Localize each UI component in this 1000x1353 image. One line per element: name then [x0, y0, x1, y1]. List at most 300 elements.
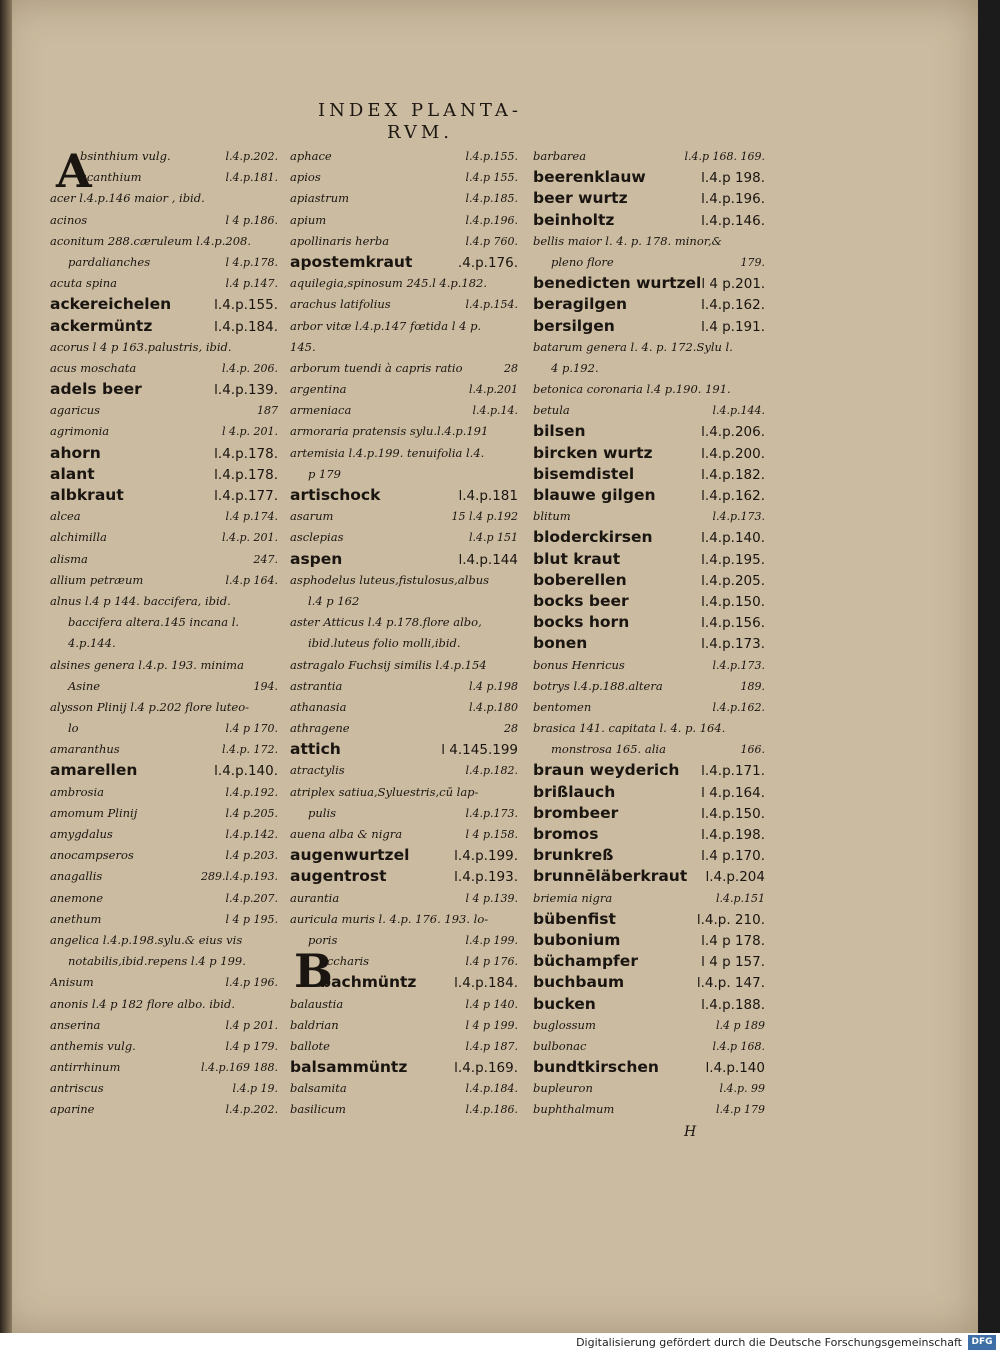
- index-entry: [533, 273, 765, 294]
- entry-term: batarum genera l. 4. p. 172.Sylu l.: [533, 339, 733, 354]
- entry-term: arbor vitæ l.4.p.147 fœtida l 4 p.: [290, 318, 482, 333]
- entry-term: bromos: [533, 825, 599, 843]
- title-line-1: INDEX PLANTA-: [318, 100, 522, 121]
- entry-term: artemisia l.4.p.199. tenuifolia l.4.: [290, 445, 485, 460]
- index-entry: [50, 294, 278, 315]
- page-spine: [0, 0, 12, 1333]
- index-entry: [290, 358, 518, 379]
- entry-term: anocampseros: [50, 848, 134, 863]
- entry-term: bubonium: [533, 930, 621, 949]
- entry-reference: l 4.p.178.: [225, 255, 278, 269]
- entry-reference: 189.: [740, 679, 765, 693]
- entry-term: anemone: [50, 890, 104, 905]
- index-entry: [290, 1015, 518, 1036]
- index-entry: [290, 506, 518, 527]
- index-entry: [290, 888, 518, 909]
- entry-term: pleno flore: [551, 254, 614, 269]
- index-column-1: [50, 146, 278, 1121]
- index-entry: [50, 930, 278, 951]
- index-entry: [533, 866, 765, 887]
- index-entry: [290, 866, 518, 887]
- index-entry: [50, 1099, 278, 1120]
- entry-reference: l.4.p.156.: [701, 615, 765, 632]
- index-entry: [290, 421, 518, 442]
- index-entry: [533, 888, 765, 909]
- entry-term: agrimonia: [50, 424, 110, 439]
- entry-reference: l.4.p.178.: [214, 466, 278, 483]
- index-entry: [50, 697, 278, 718]
- entry-term: asclepias: [290, 530, 344, 545]
- entry-term: anserina: [50, 1017, 101, 1032]
- entry-term: alnus l.4 p 144. baccifera, ibid.: [50, 593, 231, 608]
- entry-term: beerenklauw: [533, 168, 646, 187]
- entry-term: ackereichelen: [50, 295, 172, 314]
- index-entry: [533, 231, 765, 252]
- index-entry: [290, 400, 518, 421]
- index-entry: [290, 294, 518, 315]
- entry-reference: l.4.p.140.: [214, 763, 278, 780]
- entry-reference: 179.: [740, 255, 765, 269]
- index-entry: [290, 1078, 518, 1099]
- index-entry: [290, 273, 518, 294]
- entry-reference: l.4.p 199.: [465, 933, 518, 947]
- entry-reference: l.4.p 168. 169.: [684, 150, 765, 163]
- entry-reference: l.4.p. 147.: [696, 975, 765, 992]
- entry-term: amomum Plinij: [50, 805, 138, 820]
- entry-reference: l.4.p.181.: [225, 171, 278, 185]
- entry-term: augentrost: [290, 867, 387, 886]
- entry-term: acanthium: [80, 170, 142, 185]
- entry-term: bilsen: [533, 422, 586, 441]
- index-entry: [290, 231, 518, 252]
- entry-term: blitum: [533, 509, 571, 524]
- entry-term: betula: [533, 403, 570, 418]
- index-entry: [533, 1057, 765, 1078]
- index-entry: [533, 337, 765, 358]
- index-entry: [50, 655, 278, 676]
- entry-reference: l 4 p 195.: [225, 912, 278, 926]
- entry-term: buchbaum: [533, 973, 625, 992]
- entry-term: amygdalus: [50, 827, 113, 841]
- entry-reference: l.4.p.186.: [465, 1103, 518, 1117]
- entry-term: pardalianches: [68, 254, 151, 269]
- entry-reference: l.4.p.205.: [701, 572, 765, 589]
- entry-reference: 194.: [253, 679, 278, 693]
- dfg-logo: DFG: [968, 1335, 996, 1350]
- index-entry: [50, 760, 278, 781]
- entry-term: athanasia: [290, 699, 347, 714]
- entry-reference: l.4.p.193.: [454, 869, 518, 886]
- index-entry: [50, 167, 278, 188]
- entry-term: bulbonac: [533, 1038, 587, 1053]
- entry-term: ackermüntz: [50, 316, 153, 335]
- entry-reference: l.4.p.151: [715, 891, 765, 905]
- index-entry: [290, 930, 518, 951]
- entry-reference: l.4.p. 99: [719, 1082, 765, 1096]
- entry-term: amarellen: [50, 761, 138, 780]
- index-entry: [50, 824, 278, 845]
- entry-reference: l.4 p.174.: [225, 510, 278, 524]
- entry-term: alsines genera l.4.p. 193. minima: [50, 657, 244, 672]
- entry-term: 145.: [290, 339, 316, 354]
- entry-reference: l 4 p.186.: [225, 213, 278, 227]
- entry-reference: l.4.p.206.: [701, 424, 765, 441]
- entry-reference: l.4 p.147.: [225, 277, 278, 291]
- index-entry: [533, 167, 765, 188]
- entry-term: 4.p.144.: [68, 636, 116, 651]
- entry-term: asarum: [290, 509, 334, 524]
- index-entry: [533, 803, 765, 824]
- entry-reference: l.4 p 176.: [465, 955, 518, 969]
- entry-reference: l.4 p.191.: [701, 318, 765, 335]
- index-entry: [533, 252, 765, 273]
- index-entry: [533, 549, 765, 570]
- entry-term: anonis l.4 p 182 flore albo. ibid.: [50, 996, 235, 1011]
- entry-reference: l.4.p 198.: [701, 170, 765, 187]
- entry-reference: l.4.p.185.: [465, 192, 518, 206]
- entry-term: brunnēläberkraut: [533, 867, 688, 886]
- entry-term: astrantia: [290, 678, 343, 693]
- entry-reference: 289.l.4.p.193.: [200, 870, 278, 884]
- index-entry: [290, 570, 518, 591]
- entry-reference: l 4 p.139.: [465, 891, 518, 905]
- index-entry: [290, 146, 518, 167]
- entry-reference: 166.: [740, 743, 765, 757]
- entry-term: brißlauch: [533, 782, 616, 801]
- entry-term: asphodelus luteus,fistulosus,albus: [290, 572, 490, 587]
- index-entry: [290, 612, 518, 633]
- index-entry: [533, 358, 765, 379]
- index-entry: [290, 994, 518, 1015]
- index-entry: [533, 210, 765, 231]
- entry-term: adels beer: [50, 380, 142, 399]
- entry-reference: l.4.p.195.: [701, 551, 765, 568]
- index-entry: [50, 316, 278, 337]
- entry-term: Anisum: [50, 975, 94, 990]
- entry-term: allium petræum: [50, 572, 144, 587]
- entry-reference: l.4 p.203.: [225, 849, 278, 863]
- entry-reference: l 4 p.201.: [701, 276, 765, 293]
- entry-term: balsamita: [290, 1081, 347, 1096]
- entry-reference: l.4.p. 201.: [221, 531, 278, 545]
- entry-term: aphace: [290, 149, 332, 163]
- entry-term: brunkreß: [533, 846, 614, 865]
- entry-reference: l.4.p.182.: [701, 466, 765, 483]
- index-entry: [533, 972, 765, 993]
- index-entry: [533, 570, 765, 591]
- entry-reference: l.4.p.177.: [214, 488, 278, 504]
- index-entry: [290, 824, 518, 845]
- entry-reference: l.4.p.146.: [701, 212, 765, 229]
- entry-reference: l.4.p.196.: [701, 191, 765, 208]
- index-entry: [290, 188, 518, 209]
- entry-reference: l.4.p.184.: [465, 1082, 518, 1096]
- entry-reference: l.4.p.188.: [701, 996, 765, 1013]
- entry-term: armeniaca: [290, 403, 352, 418]
- index-entry: [533, 676, 765, 697]
- entry-reference: l.4.p.171.: [701, 763, 765, 780]
- entry-reference: l.4.p 164.: [225, 573, 278, 587]
- index-entry: [290, 591, 518, 612]
- entry-reference: l.4.p.150.: [701, 593, 765, 610]
- index-entry: [50, 718, 278, 739]
- index-entry: [290, 549, 518, 570]
- index-entry: [290, 782, 518, 803]
- entry-reference: 28: [504, 722, 518, 736]
- index-entry: [50, 570, 278, 591]
- entry-term: athragene: [290, 721, 350, 736]
- entry-reference: l.4.p.202.: [225, 1103, 278, 1117]
- entry-reference: l 4.p.164.: [701, 784, 765, 801]
- entry-reference: l.4.p. 172.: [221, 743, 278, 757]
- index-entry: [533, 951, 765, 972]
- index-entry: [533, 697, 765, 718]
- entry-reference: l.4.p.162.: [712, 700, 765, 714]
- index-entry: [50, 231, 278, 252]
- entry-term: buglossum: [533, 1017, 596, 1032]
- entry-term: antirrhinum: [50, 1060, 121, 1075]
- entry-term: 4 p.192.: [551, 360, 599, 375]
- entry-term: accharis: [320, 954, 370, 969]
- entry-term: armoraria pratensis sylu.l.4.p.191: [290, 424, 489, 439]
- index-entry: [290, 1057, 518, 1078]
- entry-reference: l.4 p 179.: [225, 1039, 278, 1053]
- entry-term: auricula muris l. 4.p. 176. 193. lo-: [290, 911, 489, 926]
- index-entry: [50, 866, 278, 887]
- entry-term: boberellen: [533, 570, 627, 589]
- index-entry: [50, 633, 278, 654]
- entry-reference: l.4.p.173.: [465, 806, 518, 820]
- index-entry: [50, 188, 278, 209]
- entry-term: ballote: [290, 1038, 330, 1053]
- entry-reference: l.4 p.198: [468, 679, 518, 693]
- entry-term: poris: [308, 932, 338, 947]
- entry-reference: l 4 p 199.: [465, 1018, 518, 1032]
- entry-reference: l.4.p.169.: [454, 1060, 518, 1077]
- entry-reference: l.4.p.200.: [701, 445, 765, 462]
- index-entry: [50, 421, 278, 442]
- index-entry: [50, 888, 278, 909]
- index-entry: [533, 527, 765, 548]
- index-entry: [290, 633, 518, 654]
- entry-term: aquilegia,spinosum 245.l 4.p.182.: [290, 276, 488, 291]
- entry-reference: l.4.p.202.: [225, 150, 278, 163]
- entry-term: bübenfist: [533, 909, 616, 928]
- entry-reference: l.4 p 170.: [225, 722, 278, 736]
- entry-term: baccifera altera.145 incana l.: [68, 615, 240, 630]
- entry-reference: l.4.p.144: [458, 551, 518, 568]
- entry-term: aparine: [50, 1102, 95, 1117]
- entry-term: albkraut: [50, 486, 124, 504]
- entry-reference: l.4.p 179: [715, 1103, 765, 1117]
- entry-term: buphthalmum: [533, 1102, 615, 1117]
- entry-term: l.4 p 162: [308, 593, 360, 608]
- index-entry: [50, 782, 278, 803]
- entry-term: basilicum: [290, 1102, 346, 1117]
- index-entry: [533, 591, 765, 612]
- index-entry: [50, 739, 278, 760]
- entry-term: beragilgen: [533, 295, 628, 314]
- entry-term: argentina: [290, 382, 347, 397]
- entry-reference: 15 l.4 p.192: [451, 510, 518, 524]
- index-entry: [290, 443, 518, 464]
- entry-term: ahorn: [50, 443, 101, 462]
- entry-term: angelica l.4.p.198.sylu.& eius vis: [50, 932, 243, 947]
- index-entry: [50, 612, 278, 633]
- entry-reference: l.4.p.184.: [214, 318, 278, 335]
- index-entry: [533, 146, 765, 167]
- entry-term: brombeer: [533, 803, 619, 822]
- entry-term: attich: [290, 740, 341, 759]
- entry-term: ibid.luteus folio molli,ibid.: [308, 636, 461, 651]
- entry-reference: l.4.p.155.: [465, 150, 518, 163]
- entry-reference: l.4.p.140: [705, 1060, 765, 1077]
- entry-term: anethum: [50, 911, 102, 926]
- entry-term: balsammüntz: [290, 1058, 408, 1077]
- entry-term: bellis maior l. 4. p. 178. minor,&: [533, 233, 722, 248]
- entry-reference: l.4.p.207.: [225, 891, 278, 905]
- index-entry: [50, 1015, 278, 1036]
- index-entry: [290, 972, 518, 993]
- index-entry: [533, 994, 765, 1015]
- entry-term: bloderckirsen: [533, 528, 653, 547]
- entry-term: bundtkirschen: [533, 1058, 659, 1077]
- entry-term: bucken: [533, 994, 596, 1013]
- entry-reference: l.4.p.201: [468, 383, 518, 397]
- index-entry: [533, 760, 765, 781]
- entry-term: agaricus: [50, 403, 100, 418]
- entry-term: atractylis: [290, 763, 345, 778]
- entry-reference: .4.p.176.: [457, 254, 518, 271]
- entry-term: ambrosia: [50, 784, 104, 799]
- index-entry: [533, 464, 765, 485]
- index-entry: [50, 146, 278, 167]
- entry-term: artischock: [290, 486, 381, 504]
- entry-reference: l 4.p. 201.: [221, 425, 278, 439]
- entry-term: blut kraut: [533, 549, 621, 568]
- entry-term: aconitum 288.cæruleum l.4.p.208.: [50, 233, 252, 248]
- entry-term: atriplex satiua,Syluestris,cū lap-: [290, 784, 479, 799]
- index-entry: [533, 379, 765, 400]
- entry-term: aster Atticus l.4 p.178.flore albo,: [290, 615, 482, 630]
- index-entry: [290, 485, 518, 506]
- entry-reference: l.4.p 151: [468, 531, 518, 545]
- entry-reference: 187: [257, 404, 278, 418]
- entry-reference: l.4 p 140.: [465, 997, 518, 1011]
- entry-reference: l 4 p.158.: [465, 828, 518, 841]
- index-entry: [290, 316, 518, 337]
- entry-term: alcea: [50, 509, 81, 524]
- entry-term: balaustia: [290, 996, 344, 1011]
- entry-term: baldrian: [290, 1017, 339, 1032]
- entry-term: notabilis,ibid.repens l.4 p 199.: [68, 954, 246, 969]
- entry-reference: l.4.p.184.: [454, 975, 518, 992]
- entry-reference: 247.: [253, 552, 278, 566]
- index-entry: [290, 252, 518, 273]
- index-entry: [533, 782, 765, 803]
- entry-reference: l.4.p. 206.: [221, 361, 278, 375]
- index-entry: [50, 549, 278, 570]
- entry-reference: l.4.p.140.: [701, 530, 765, 547]
- index-column-2: [290, 146, 518, 1121]
- entry-term: acuta spina: [50, 276, 118, 291]
- index-entry: [50, 1078, 278, 1099]
- entry-term: beinholtz: [533, 210, 615, 229]
- index-entry: [533, 421, 765, 442]
- entry-term: betonica coronaria l.4 p.190. 191.: [533, 382, 731, 397]
- index-entry: [50, 972, 278, 993]
- index-entry: [50, 358, 278, 379]
- entry-term: aurantia: [290, 890, 340, 905]
- entry-reference: l.4 p.170.: [701, 848, 765, 865]
- index-entry: [290, 210, 518, 231]
- entry-reference: l.4.p.139.: [214, 382, 278, 399]
- index-entry: [290, 1036, 518, 1057]
- entry-term: acinos: [50, 212, 88, 227]
- drop-cap-b: B: [294, 944, 333, 998]
- entry-reference: l.4.p.155.: [214, 297, 278, 314]
- footer-credit: Digitalisierung gefördert durch die Deutsche Forschungsgemeinschaft: [576, 1336, 962, 1349]
- entry-reference: l 4.145.199: [441, 742, 518, 759]
- entry-term: büchampfer: [533, 952, 638, 971]
- page-title: [270, 100, 570, 144]
- index-entry: [290, 655, 518, 676]
- entry-reference: l.4.p.142.: [225, 828, 278, 841]
- entry-term: bupleuron: [533, 1081, 593, 1096]
- entry-term: botrys l.4.p.188.altera: [533, 678, 663, 693]
- index-entry: [290, 676, 518, 697]
- entry-term: monstrosa 165. alia: [551, 742, 666, 757]
- entry-term: lo: [68, 721, 79, 736]
- entry-term: amaranthus: [50, 742, 120, 757]
- entry-term: bachmüntz: [320, 973, 417, 992]
- entry-reference: l.4.p.150.: [701, 805, 765, 822]
- index-entry: [290, 803, 518, 824]
- index-entry: [50, 379, 278, 400]
- index-entry: [50, 803, 278, 824]
- signature-mark: H: [684, 1124, 697, 1140]
- index-entry: [50, 506, 278, 527]
- index-entry: [533, 1015, 765, 1036]
- entry-reference: l.4.p.198.: [701, 827, 765, 843]
- entry-term: braun weyderich: [533, 761, 680, 780]
- entry-reference: l.4.p 187.: [465, 1039, 518, 1053]
- index-entry: [533, 1099, 765, 1120]
- entry-reference: l.4.p 19.: [232, 1082, 278, 1096]
- entry-reference: l.4 p 201.: [225, 1018, 278, 1032]
- entry-reference: l.4.p.182.: [465, 764, 518, 778]
- index-entry: [533, 612, 765, 633]
- index-entry: [50, 443, 278, 464]
- title-line-2: RVM.: [386, 122, 454, 143]
- entry-term: blauwe gilgen: [533, 486, 656, 504]
- entry-term: alisma: [50, 551, 88, 566]
- index-entry: [290, 527, 518, 548]
- entry-term: acus moschata: [50, 360, 137, 375]
- index-entry: [50, 591, 278, 612]
- entry-term: bonus Henricus: [533, 657, 625, 672]
- index-entry: [290, 739, 518, 760]
- index-entry: [290, 845, 518, 866]
- index-entry: [533, 443, 765, 464]
- entry-term: apostemkraut: [290, 252, 413, 271]
- entry-reference: l.4.p.196.: [465, 213, 518, 227]
- index-entry: [290, 379, 518, 400]
- index-entry: [50, 676, 278, 697]
- entry-reference: l.4.p 168.: [712, 1039, 765, 1053]
- entry-reference: l.4.p.181: [458, 488, 518, 504]
- drop-cap-a: A: [56, 144, 92, 198]
